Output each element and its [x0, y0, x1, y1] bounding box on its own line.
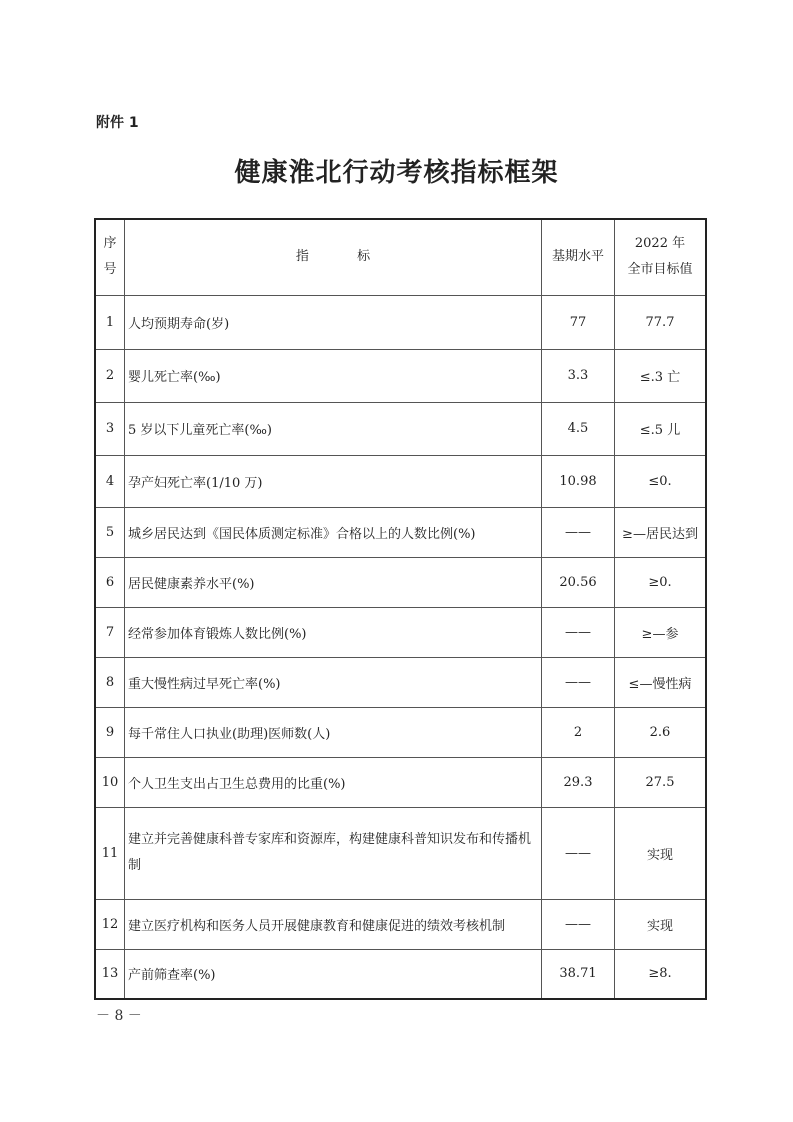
row-target: 2.6: [615, 707, 707, 757]
row-indicator: 每千常住人口执业(助理)医师数(人): [125, 707, 542, 757]
row-baseline: 20.56: [542, 557, 615, 607]
header-index: [95, 219, 125, 295]
indicator-table: [94, 218, 707, 1000]
row-target: 27.5: [615, 757, 707, 807]
row-target: ≥—参: [615, 607, 707, 657]
row-baseline: 77: [542, 295, 615, 349]
row-indicator: 建立医疗机构和医务人员开展健康教育和健康促进的绩效考核机制: [125, 899, 542, 949]
row-target: ≥0.: [615, 557, 707, 607]
table-row: [95, 757, 706, 807]
table-row: [95, 295, 706, 349]
row-indicator: 5 岁以下儿童死亡率(‰): [125, 402, 542, 455]
row-index: 13: [95, 949, 125, 999]
table-row: [95, 455, 706, 507]
row-index: 10: [95, 757, 125, 807]
row-indicator: 经常参加体育锻炼人数比例(%): [125, 607, 542, 657]
row-index: 2: [95, 349, 125, 402]
header-index-line1: 序: [103, 236, 117, 252]
table-row: [95, 807, 706, 899]
table-row: [95, 707, 706, 757]
table-header-row: [95, 219, 706, 295]
row-baseline: ——: [542, 657, 615, 707]
row-indicator: 孕产妇死亡率(1/10 万): [125, 455, 542, 507]
row-index: 7: [95, 607, 125, 657]
row-target: ≤—慢性病: [615, 657, 707, 707]
row-index: 9: [95, 707, 125, 757]
header-target: [615, 219, 707, 295]
header-target-line2: 全市目标值: [627, 262, 693, 278]
header-target-line1: 2022 年: [634, 236, 686, 252]
header-indicator: [125, 219, 542, 295]
row-index: 1: [95, 295, 125, 349]
row-target: 实现: [615, 899, 707, 949]
row-target: ≥8.: [615, 949, 707, 999]
row-baseline: 38.71: [542, 949, 615, 999]
table-row: [95, 402, 706, 455]
row-target: ≤0.: [615, 455, 707, 507]
row-baseline: ——: [542, 899, 615, 949]
row-target: ≤.3 亡: [615, 349, 707, 402]
row-baseline: ——: [542, 607, 615, 657]
row-target: ≥—居民达到: [615, 507, 707, 557]
table-row: [95, 607, 706, 657]
table-row: [95, 949, 706, 999]
table-row: [95, 899, 706, 949]
attachment-label: 附件 1: [96, 115, 139, 131]
row-index: 3: [95, 402, 125, 455]
row-index: 11: [95, 807, 125, 899]
header-indicator-part1: 指: [295, 249, 309, 265]
header-indicator-part2: 标: [357, 249, 371, 265]
row-indicator: 建立并完善健康科普专家库和资源库，构建健康科普知识发布和传播机制: [125, 807, 542, 899]
header-baseline: 基期水平: [542, 219, 615, 295]
row-baseline: 29.3: [542, 757, 615, 807]
row-baseline: ——: [542, 807, 615, 899]
table-row: [95, 349, 706, 402]
row-target: 77.7: [615, 295, 707, 349]
row-index: 5: [95, 507, 125, 557]
row-indicator: 个人卫生支出占卫生总费用的比重(%): [125, 757, 542, 807]
row-baseline: ——: [542, 507, 615, 557]
row-indicator: 产前筛查率(%): [125, 949, 542, 999]
page-title: 健康淮北行动考核指标框架: [234, 158, 559, 188]
row-indicator: 婴儿死亡率(‰): [125, 349, 542, 402]
row-index: 12: [95, 899, 125, 949]
row-baseline: 2: [542, 707, 615, 757]
row-baseline: 10.98: [542, 455, 615, 507]
header-index-line2: 号: [103, 262, 117, 278]
table-row: [95, 507, 706, 557]
table-row: [95, 657, 706, 707]
table-row: [95, 557, 706, 607]
row-target: ≤.5 儿: [615, 402, 707, 455]
row-target: 实现: [615, 807, 707, 899]
row-baseline: 4.5: [542, 402, 615, 455]
row-indicator: 城乡居民达到《国民体质测定标准》合格以上的人数比例(%): [125, 507, 542, 557]
row-index: 8: [95, 657, 125, 707]
row-index: 4: [95, 455, 125, 507]
row-indicator: 人均预期寿命(岁): [125, 295, 542, 349]
page-number: － 8 －: [96, 1008, 142, 1024]
row-index: 6: [95, 557, 125, 607]
row-baseline: 3.3: [542, 349, 615, 402]
row-indicator: 重大慢性病过早死亡率(%): [125, 657, 542, 707]
row-indicator: 居民健康素养水平(%): [125, 557, 542, 607]
